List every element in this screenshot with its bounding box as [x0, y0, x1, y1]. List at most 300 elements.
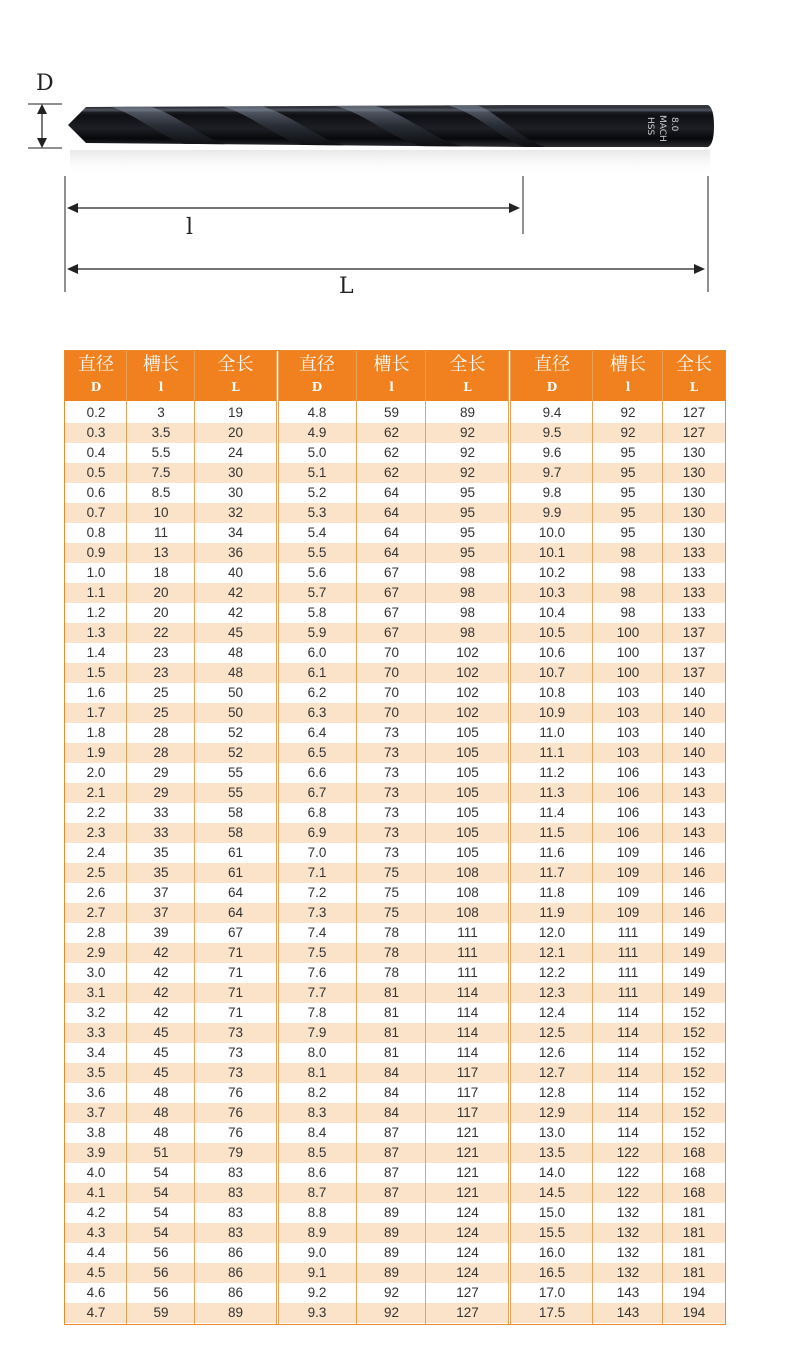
- diameter-cell: 3.2: [86, 1005, 106, 1020]
- overall-length-cell: 143: [682, 825, 706, 840]
- overall-length-cell: 133: [682, 565, 706, 580]
- diameter-cell: 6.1: [307, 665, 327, 680]
- diameter-cell: 5.9: [307, 625, 327, 640]
- table-group: [65, 351, 276, 1324]
- flute-length-cell: 64: [383, 505, 400, 520]
- flute-length-cell: 54: [153, 1225, 169, 1240]
- diameter-cell: 4.4: [86, 1245, 106, 1260]
- flute-length-cell: 62: [383, 445, 400, 460]
- column-header: [127, 351, 195, 401]
- column-header-symbol: l: [625, 380, 631, 394]
- diameter-cell: 12.4: [538, 1005, 566, 1020]
- overall-length-cell: 98: [459, 565, 476, 580]
- flute-length-cell: 114: [617, 1025, 639, 1040]
- flute-length-cell: 75: [383, 885, 400, 900]
- table-row: [277, 663, 509, 683]
- overall-length-cell: 50: [227, 685, 244, 700]
- flute-length-cell: 103: [616, 685, 640, 700]
- table-row: [277, 1043, 509, 1063]
- table-row: [65, 923, 276, 943]
- flute-length-cell: 87: [383, 1185, 400, 1200]
- flute-length-cell: 132: [616, 1205, 640, 1220]
- flute-length-cell: 64: [383, 485, 400, 500]
- overall-length-cell: 32: [227, 505, 244, 520]
- overall-length-cell: 152: [682, 1065, 706, 1080]
- column-header-symbol: D: [311, 380, 323, 394]
- column-header-name: 槽长: [373, 354, 410, 375]
- overall-length-cell: 121: [456, 1165, 479, 1180]
- overall-length-cell: 114: [456, 1005, 479, 1020]
- table-row: [277, 403, 509, 423]
- diameter-cell: 8.6: [307, 1165, 327, 1180]
- overall-length-cell: 152: [682, 1005, 706, 1020]
- overall-length-cell: 92: [459, 425, 476, 440]
- flute-length-cell: 70: [383, 645, 400, 660]
- table-row: [511, 1243, 725, 1263]
- table-row: [511, 583, 725, 603]
- flute-length-cell: 111: [617, 945, 639, 960]
- diameter-cell: 11.7: [539, 865, 565, 880]
- overall-length-cell: 149: [682, 925, 706, 940]
- flute-length-cell: 78: [383, 945, 400, 960]
- flute-length-cell: 23: [153, 665, 169, 680]
- diameter-cell: 11.0: [539, 725, 565, 740]
- flute-length-cell: 75: [383, 905, 400, 920]
- table-row: [65, 703, 276, 723]
- diameter-cell: 7.3: [307, 905, 327, 920]
- column-header: [65, 351, 127, 401]
- flute-length-cell: 100: [616, 625, 640, 640]
- flute-length-cell: 67: [383, 565, 400, 580]
- table-row: [277, 563, 509, 583]
- flute-length-cell: 100: [616, 645, 640, 660]
- flute-length-cell: 114: [617, 1045, 639, 1060]
- table-row: [65, 1243, 276, 1263]
- flute-length-cell: 42: [153, 1005, 169, 1020]
- table-row: [277, 443, 509, 463]
- diameter-cell: 3.8: [86, 1125, 106, 1140]
- overall-length-cell: 71: [227, 1005, 244, 1020]
- table-row: [65, 443, 276, 463]
- column-header: [426, 351, 509, 401]
- table-row: [511, 923, 725, 943]
- overall-length-cell: 114: [456, 985, 479, 1000]
- column-divider: [356, 351, 357, 1324]
- flute-length-cell: 73: [383, 725, 400, 740]
- table-row: [511, 963, 725, 983]
- overall-length-cell: 48: [227, 645, 244, 660]
- diameter-cell: 3.9: [86, 1145, 106, 1160]
- diameter-cell: 8.4: [307, 1125, 327, 1140]
- diameter-cell: 10.6: [538, 645, 566, 660]
- flute-length-cell: 92: [620, 425, 636, 440]
- flute-length-cell: 54: [153, 1185, 169, 1200]
- diameter-cell: 0.6: [86, 485, 106, 500]
- column-header-name: 槽长: [610, 354, 646, 375]
- flute-length-cell: 87: [383, 1145, 400, 1160]
- diameter-cell: 1.5: [86, 665, 106, 680]
- diameter-cell: 11.3: [539, 785, 565, 800]
- flute-length-cell: 87: [383, 1125, 400, 1140]
- diameter-cell: 16.5: [538, 1265, 566, 1280]
- column-header-name: 全长: [217, 354, 254, 375]
- overall-length-cell: 121: [456, 1125, 479, 1140]
- diameter-cell: 1.9: [86, 745, 106, 760]
- overall-length-cell: 105: [456, 785, 479, 800]
- drill-dimension-diagram: [0, 0, 790, 330]
- diameter-cell: 12.0: [538, 925, 566, 940]
- flute-length-cell: 45: [153, 1025, 169, 1040]
- overall-length-cell: 130: [682, 465, 706, 480]
- table-row: [511, 463, 725, 483]
- table-row: [277, 1143, 509, 1163]
- overall-length-cell: 45: [227, 625, 244, 640]
- overall-length-cell: 67: [227, 925, 244, 940]
- overall-length-cell: 146: [682, 885, 706, 900]
- table-row: [277, 723, 509, 743]
- table-header: [277, 351, 509, 401]
- table-row: [277, 483, 509, 503]
- flute-arrowhead-right: [509, 203, 520, 213]
- flute-length-cell: 111: [617, 925, 639, 940]
- diameter-cell: 3.5: [86, 1065, 106, 1080]
- diameter-cell: 1.2: [86, 605, 106, 620]
- overall-length-cell: 133: [682, 585, 706, 600]
- diameter-cell: 4.0: [86, 1165, 106, 1180]
- table-row: [65, 1143, 276, 1163]
- table-row: [65, 1283, 276, 1303]
- overall-length-cell: 124: [456, 1225, 479, 1240]
- table-row: [511, 603, 725, 623]
- table-row: [65, 883, 276, 903]
- flute-length-cell: 48: [153, 1085, 169, 1100]
- overall-length-cell: 102: [456, 645, 479, 660]
- diameter-cell: 10.4: [538, 605, 566, 620]
- overall-length-cell: 149: [682, 965, 706, 980]
- diameter-cell: 3.6: [86, 1085, 106, 1100]
- table-row: [511, 1103, 725, 1123]
- diameter-cell: 12.8: [538, 1085, 566, 1100]
- table-row: [511, 903, 725, 923]
- table-row: [277, 1023, 509, 1043]
- flute-length-cell: 78: [383, 965, 400, 980]
- overall-length-cell: 76: [227, 1105, 244, 1120]
- diameter-cell: 9.3: [307, 1305, 327, 1320]
- overall-length-cell: 55: [227, 765, 244, 780]
- column-header: [511, 351, 593, 401]
- table-row: [511, 1303, 725, 1323]
- table-row: [277, 1243, 509, 1263]
- table-row: [65, 463, 276, 483]
- diameter-cell: 9.0: [307, 1245, 327, 1260]
- column-header: [663, 351, 725, 401]
- table-row: [511, 643, 725, 663]
- overall-length-cell: 95: [459, 505, 476, 520]
- table-row: [277, 1303, 509, 1323]
- column-header-name: 直径: [299, 354, 335, 375]
- table-row: [277, 643, 509, 663]
- overall-length-cell: 152: [682, 1105, 706, 1120]
- flute-length-cell: 56: [153, 1245, 169, 1260]
- table-row: [511, 683, 725, 703]
- diameter-cell: 2.8: [86, 925, 106, 940]
- column-header: [357, 351, 426, 401]
- flute-length-cell: 95: [620, 465, 636, 480]
- overall-length-cell: 64: [227, 905, 244, 920]
- flute-length-cell: 100: [616, 665, 640, 680]
- diameter-cell: 10.1: [538, 545, 566, 560]
- diameter-cell: 5.5: [307, 545, 327, 560]
- table-row: [277, 903, 509, 923]
- table-row: [65, 503, 276, 523]
- table-row: [511, 423, 725, 443]
- table-row: [65, 1183, 276, 1203]
- flute-length-cell: 98: [620, 605, 636, 620]
- diameter-cell: 3.3: [86, 1025, 106, 1040]
- table-row: [511, 943, 725, 963]
- diameter-cell: 17.5: [538, 1305, 566, 1320]
- diameter-cell: 12.2: [538, 965, 566, 980]
- diameter-cell: 6.8: [307, 805, 327, 820]
- diameter-cell: 13.5: [538, 1145, 566, 1160]
- table-row: [277, 503, 509, 523]
- table-row: [65, 1003, 276, 1023]
- group-separator: [508, 351, 511, 1324]
- overall-length-cell: 168: [682, 1165, 706, 1180]
- flute-length-cell: 64: [383, 545, 400, 560]
- column-header: [593, 351, 663, 401]
- overall-length-cell: 130: [682, 505, 706, 520]
- table-row: [65, 603, 276, 623]
- table-row: [511, 1223, 725, 1243]
- overall-length-cell: 149: [682, 985, 706, 1000]
- diameter-cell: 0.3: [86, 425, 106, 440]
- table-row: [65, 1303, 276, 1323]
- overall-length-cell: 92: [459, 465, 476, 480]
- flute-length-cell: 54: [153, 1205, 169, 1220]
- table-row: [277, 843, 509, 863]
- flute-length-cell: 59: [153, 1305, 169, 1320]
- flute-length-cell: 114: [617, 1005, 639, 1020]
- flute-length-cell: 89: [383, 1265, 400, 1280]
- overall-length-cell: 86: [227, 1245, 244, 1260]
- flute-length-cell: 28: [153, 745, 169, 760]
- diameter-cell: 4.1: [86, 1185, 106, 1200]
- diameter-cell: 10.7: [538, 665, 566, 680]
- diameter-cell: 6.7: [307, 785, 327, 800]
- drill-bit: [68, 104, 720, 147]
- table-row: [511, 663, 725, 683]
- diameter-cell: 8.3: [307, 1105, 327, 1120]
- diameter-cell: 10.5: [538, 625, 566, 640]
- diameter-cell: 13.0: [538, 1125, 566, 1140]
- table-row: [65, 403, 276, 423]
- overall-length-cell: 108: [456, 905, 479, 920]
- table-row: [65, 483, 276, 503]
- flute-length-cell: 29: [153, 765, 169, 780]
- table-row: [65, 843, 276, 863]
- overall-length-cell: 105: [456, 845, 479, 860]
- diameter-cell: 12.7: [538, 1065, 566, 1080]
- table-row: [277, 463, 509, 483]
- overall-length-cell: 102: [456, 705, 479, 720]
- diameter-cell: 1.6: [86, 685, 106, 700]
- flute-length-cell: 92: [383, 1305, 400, 1320]
- overall-length-cell: 64: [227, 885, 244, 900]
- diameter-cell: 7.1: [307, 865, 327, 880]
- overall-length-cell: 140: [682, 725, 706, 740]
- table-row: [65, 623, 276, 643]
- overall-length-cell: 86: [227, 1285, 244, 1300]
- diameter-cell: 15.5: [538, 1225, 566, 1240]
- diameter-cell: 10.9: [538, 705, 566, 720]
- diameter-cell: 1.4: [86, 645, 106, 660]
- column-header-name: 槽长: [143, 354, 179, 375]
- overall-length-cell: 76: [227, 1085, 244, 1100]
- overall-length-cell: 121: [456, 1185, 479, 1200]
- flute-length-cell: 37: [153, 885, 169, 900]
- table-row: [65, 1043, 276, 1063]
- column-header-symbol: D: [90, 380, 102, 394]
- overall-length-cell: 102: [456, 665, 479, 680]
- overall-length-cell: 114: [456, 1025, 479, 1040]
- table-row: [511, 543, 725, 563]
- drill-marking-brand: MACH: [657, 115, 667, 142]
- diameter-cell: 0.4: [86, 445, 106, 460]
- flute-length-cell: 33: [153, 825, 169, 840]
- flute-length-cell: 89: [383, 1245, 400, 1260]
- table-group: [277, 351, 509, 1324]
- table-row: [511, 1083, 725, 1103]
- flute-length-cell: 13: [153, 545, 169, 560]
- diameter-cell: 5.6: [307, 565, 327, 580]
- diameter-cell: 9.7: [542, 465, 562, 480]
- column-header-symbol: L: [689, 380, 699, 394]
- overall-length-cell: 146: [682, 865, 706, 880]
- diameter-cell: 0.7: [86, 505, 106, 520]
- overall-length-cell: 40: [227, 565, 244, 580]
- overall-length-cell: 30: [227, 485, 244, 500]
- flute-length-cell: 64: [383, 525, 400, 540]
- diameter-cell: 9.8: [542, 485, 562, 500]
- diameter-cell: 7.2: [307, 885, 327, 900]
- overall-length-cell: 117: [456, 1065, 479, 1080]
- overall-length-cell: 73: [227, 1045, 244, 1060]
- flute-length-cell: 42: [153, 965, 169, 980]
- diameter-cell: 1.0: [86, 565, 106, 580]
- diameter-cell: 0.9: [86, 545, 106, 560]
- drill-spec-table: [64, 350, 726, 1325]
- overall-length-cell: 50: [227, 705, 244, 720]
- diameter-cell: 4.2: [86, 1205, 106, 1220]
- flute-length-cell: 70: [383, 705, 400, 720]
- flute-length-cell: 56: [153, 1265, 169, 1280]
- overall-length-cell: 137: [682, 645, 706, 660]
- diameter-cell: 8.7: [307, 1185, 327, 1200]
- flute-length-cell: 114: [617, 1085, 639, 1100]
- overall-length-cell: 86: [227, 1265, 244, 1280]
- flute-length-cell: 114: [617, 1065, 639, 1080]
- column-divider: [592, 351, 593, 1324]
- table-row: [277, 703, 509, 723]
- table-row: [277, 1183, 509, 1203]
- table-row: [65, 1083, 276, 1103]
- table-row: [65, 523, 276, 543]
- overall-length-cell: 114: [456, 1045, 479, 1060]
- flute-length-cell: 109: [616, 905, 640, 920]
- diameter-cell: 2.1: [86, 785, 106, 800]
- table-row: [65, 1203, 276, 1223]
- table-row: [277, 603, 509, 623]
- column-header-symbol: l: [158, 380, 164, 394]
- flute-length-cell: 35: [153, 845, 169, 860]
- flute-length-cell: 42: [153, 945, 169, 960]
- overall-length-cell: 52: [227, 745, 244, 760]
- column-header-name: 直径: [78, 354, 114, 375]
- table-row: [65, 963, 276, 983]
- flute-length-cell: 62: [383, 425, 400, 440]
- overall-length-cell: 108: [456, 865, 479, 880]
- table-row: [65, 1223, 276, 1243]
- flute-length-cell: 3.5: [151, 425, 171, 440]
- overall-length-cell: 130: [682, 485, 706, 500]
- table-row: [65, 983, 276, 1003]
- overall-length-cell: 124: [456, 1245, 479, 1260]
- diameter-cell: 8.5: [307, 1145, 327, 1160]
- flute-length-cell: 122: [616, 1165, 640, 1180]
- drill-marking-material: HSS: [645, 117, 655, 136]
- flute-length-cell: 95: [620, 445, 636, 460]
- table-row: [511, 1003, 725, 1023]
- overall-length-cell: 71: [227, 965, 244, 980]
- flute-length-cell: 29: [153, 785, 169, 800]
- table-row: [277, 623, 509, 643]
- flute-length-cell: 143: [616, 1305, 640, 1320]
- diameter-cell: 11.4: [539, 805, 565, 820]
- diameter-cell: 9.5: [542, 425, 562, 440]
- overall-length-cell: 152: [682, 1125, 706, 1140]
- diameter-cell: 11.6: [539, 845, 565, 860]
- flute-length-cell: 3: [157, 405, 165, 420]
- table-header: [65, 351, 276, 401]
- overall-length-cell: 108: [456, 885, 479, 900]
- diameter-cell: 8.0: [307, 1045, 327, 1060]
- table-row: [277, 1003, 509, 1023]
- table-row: [511, 803, 725, 823]
- flute-length-cell: 106: [616, 765, 640, 780]
- table-row: [65, 1103, 276, 1123]
- flute-length-cell: 11: [153, 525, 168, 540]
- diameter-cell: 3.1: [86, 985, 106, 1000]
- diameter-cell: 5.3: [307, 505, 327, 520]
- table-row: [65, 563, 276, 583]
- flute-length-cell: 73: [383, 805, 400, 820]
- diameter-cell: 1.7: [86, 705, 106, 720]
- flute-length-cell: 87: [383, 1165, 400, 1180]
- table-row: [277, 523, 509, 543]
- table-row: [65, 743, 276, 763]
- diameter-cell: 14.0: [538, 1165, 566, 1180]
- flute-length-cell: 73: [383, 825, 400, 840]
- overall-length-cell: 168: [682, 1145, 706, 1160]
- diameter-cell: 2.5: [86, 865, 106, 880]
- column-header-name: 全长: [676, 354, 712, 375]
- flute-length-cell: 73: [383, 845, 400, 860]
- flute-length-cell: 122: [616, 1185, 640, 1200]
- overall-length-cell: 105: [456, 765, 479, 780]
- flute-length-cell: 18: [153, 565, 169, 580]
- diameter-cell: 0.8: [86, 525, 106, 540]
